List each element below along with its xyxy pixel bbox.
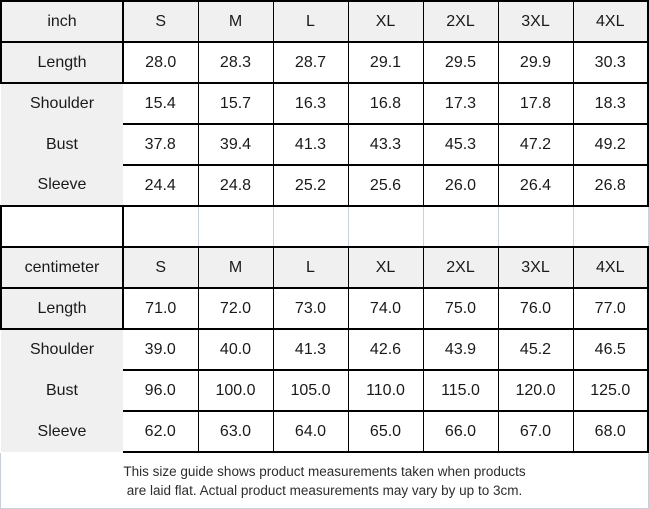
centimeter-header-row (1, 247, 648, 288)
spacer-row (1, 206, 648, 247)
value-cell: 110.0 (348, 370, 423, 411)
value-cell: 18.3 (573, 83, 648, 124)
value-cell: 40.0 (198, 329, 273, 370)
value-cell: 72.0 (198, 288, 273, 329)
unit-header-cell: inch (1, 1, 123, 42)
measurement-row (1, 165, 648, 206)
value-cell: 29.1 (348, 42, 423, 83)
size-header-cell: 2XL (423, 247, 498, 288)
size-header-cell: 4XL (573, 247, 648, 288)
value-cell: 115.0 (423, 370, 498, 411)
value-cell: 25.6 (348, 165, 423, 206)
value-cell: 26.0 (423, 165, 498, 206)
value-cell: 28.7 (273, 42, 348, 83)
value-cell: 100.0 (198, 370, 273, 411)
size-header-cell: 3XL (498, 1, 573, 42)
size-header-cell: XL (348, 247, 423, 288)
size-header-cell: XL (348, 1, 423, 42)
measurement-label-cell: Length (1, 42, 123, 83)
value-cell: 125.0 (573, 370, 648, 411)
value-cell: 65.0 (348, 411, 423, 452)
measurement-row (1, 83, 648, 124)
value-cell: 15.7 (198, 83, 273, 124)
value-cell: 25.2 (273, 165, 348, 206)
value-cell: 76.0 (498, 288, 573, 329)
value-cell: 30.3 (573, 42, 648, 83)
value-cell: 16.3 (273, 83, 348, 124)
value-cell: 17.3 (423, 83, 498, 124)
value-cell: 28.3 (198, 42, 273, 83)
value-cell: 43.9 (423, 329, 498, 370)
size-header-cell: L (273, 247, 348, 288)
inch-header-row (1, 1, 648, 42)
measurement-label-cell: Bust (1, 370, 123, 411)
size-header-cell: S (123, 247, 198, 288)
value-cell: 105.0 (273, 370, 348, 411)
value-cell: 45.2 (498, 329, 573, 370)
value-cell: 77.0 (573, 288, 648, 329)
measurement-label-cell: Sleeve (1, 165, 123, 206)
value-cell: 45.3 (423, 124, 498, 165)
value-cell: 47.2 (498, 124, 573, 165)
value-cell: 41.3 (273, 329, 348, 370)
value-cell: 75.0 (423, 288, 498, 329)
measurement-label-cell: Shoulder (1, 329, 123, 370)
value-cell: 26.8 (573, 165, 648, 206)
measurement-row (1, 288, 648, 329)
size-header-cell: M (198, 247, 273, 288)
spacer-cell (198, 206, 273, 247)
note-line-2: are laid flat. Actual product measurements may vary by up to 3cm. (126, 482, 523, 498)
value-cell: 16.8 (348, 83, 423, 124)
unit-header-cell: centimeter (1, 247, 123, 288)
value-cell: 15.4 (123, 83, 198, 124)
size-header-cell: L (273, 1, 348, 42)
value-cell: 37.8 (123, 124, 198, 165)
value-cell: 41.3 (273, 124, 348, 165)
value-cell: 66.0 (423, 411, 498, 452)
spacer-cell (573, 206, 648, 247)
value-cell: 39.4 (198, 124, 273, 165)
value-cell: 96.0 (123, 370, 198, 411)
spacer-cell (498, 206, 573, 247)
measurement-label-cell: Sleeve (1, 411, 123, 452)
measurement-label-cell: Length (1, 288, 123, 329)
value-cell: 68.0 (573, 411, 648, 452)
value-cell: 63.0 (198, 411, 273, 452)
value-cell: 62.0 (123, 411, 198, 452)
value-cell: 42.6 (348, 329, 423, 370)
value-cell: 73.0 (273, 288, 348, 329)
size-header-cell: 2XL (423, 1, 498, 42)
value-cell: 17.8 (498, 83, 573, 124)
measurement-label-cell: Bust (1, 124, 123, 165)
note-line-1: This size guide shows product measurements taken when products (123, 463, 526, 479)
spacer-cell (423, 206, 498, 247)
value-cell: 39.0 (123, 329, 198, 370)
value-cell: 29.9 (498, 42, 573, 83)
measurement-row (1, 42, 648, 83)
value-cell: 29.5 (423, 42, 498, 83)
value-cell: 120.0 (498, 370, 573, 411)
value-cell: 28.0 (123, 42, 198, 83)
spacer-cell (348, 206, 423, 247)
measurement-row (1, 370, 648, 411)
size-guide-note (0, 453, 649, 509)
spacer-cell (123, 206, 198, 247)
value-cell: 26.4 (498, 165, 573, 206)
measurement-row (1, 411, 648, 452)
size-header-cell: S (123, 1, 198, 42)
measurement-row (1, 329, 648, 370)
value-cell: 46.5 (573, 329, 648, 370)
value-cell: 67.0 (498, 411, 573, 452)
measurement-label-cell: Shoulder (1, 83, 123, 124)
value-cell: 74.0 (348, 288, 423, 329)
value-cell: 64.0 (273, 411, 348, 452)
value-cell: 71.0 (123, 288, 198, 329)
spacer-cell (273, 206, 348, 247)
size-header-cell: 4XL (573, 1, 648, 42)
size-header-cell: 3XL (498, 247, 573, 288)
spacer-label-cell (1, 206, 123, 247)
measurement-row (1, 124, 648, 165)
value-cell: 24.8 (198, 165, 273, 206)
value-cell: 43.3 (348, 124, 423, 165)
value-cell: 24.4 (123, 165, 198, 206)
value-cell: 49.2 (573, 124, 648, 165)
size-header-cell: M (198, 1, 273, 42)
